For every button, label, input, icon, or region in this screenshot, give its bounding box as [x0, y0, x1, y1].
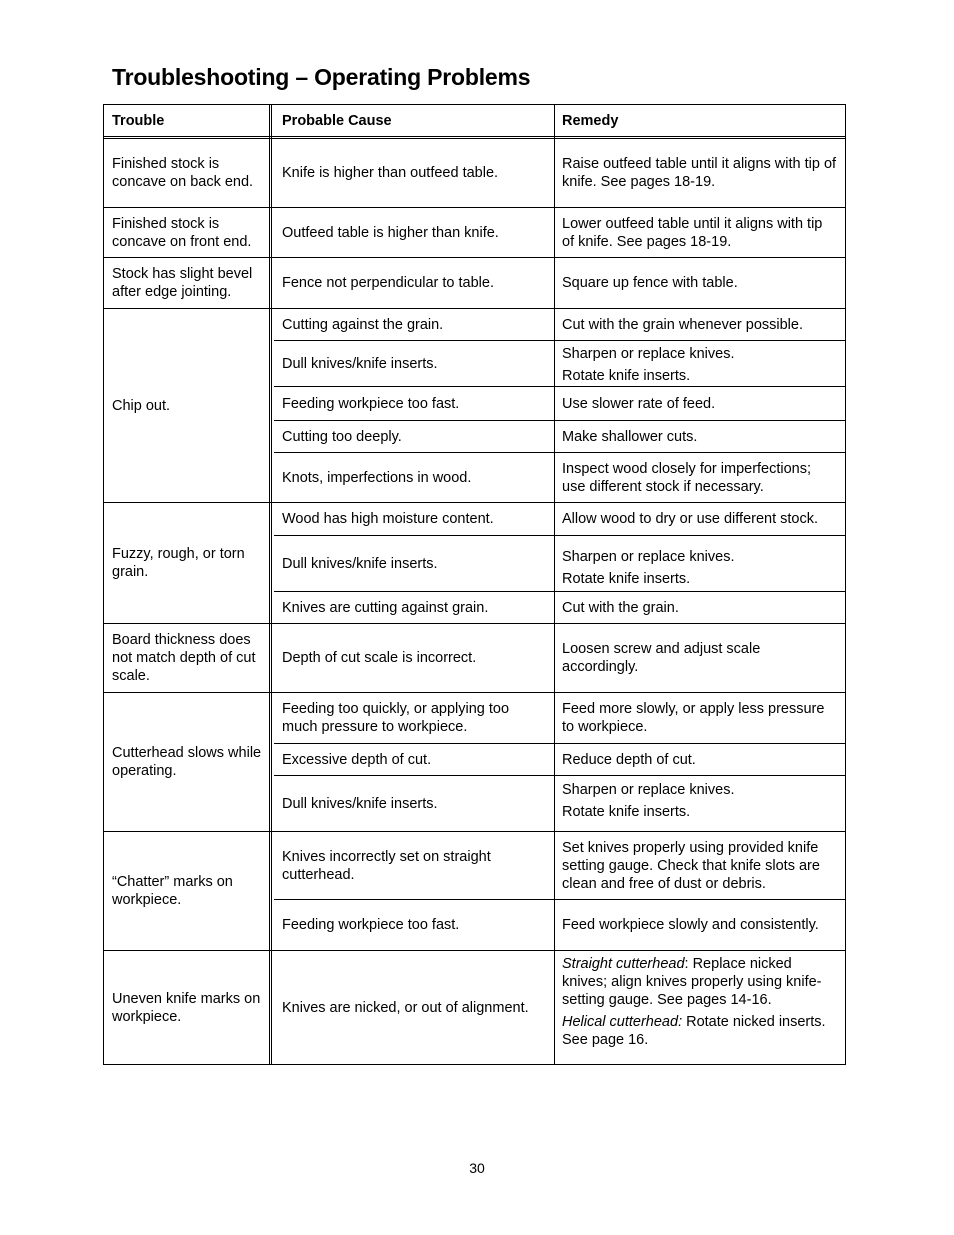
cause-cell: Feeding too quickly, or applying too much pressure to workpiece. — [282, 701, 510, 735]
remedy-paragraph-helical — [562, 1013, 837, 1049]
remedy-line: Sharpen or replace knives. — [562, 782, 735, 798]
trouble-cell: “Chatter” marks on workpiece. — [112, 874, 233, 908]
trouble-cell: Fuzzy, rough, or torn grain. — [112, 546, 245, 580]
cause-cell: Knives are cutting against grain. — [282, 599, 489, 616]
remedy-cell: Raise outfeed table until it aligns with tip of knife. See pages 18-19. — [562, 156, 837, 190]
trouble-cell: Uneven knife marks on workpiece. — [112, 990, 261, 1025]
remedy-cell: Loosen screw and adjust scale accordingly. — [562, 641, 761, 675]
cause-cell: Depth of cut scale is incorrect. — [282, 650, 477, 666]
remedy-cell — [554, 951, 845, 1064]
cause-cell: Dull knives/knife inserts. — [282, 795, 438, 812]
remedy-cell: Inspect wood closely for imperfections; use different stock if necessary. — [562, 460, 812, 495]
trouble-cell: Cutterhead slows while operating. — [112, 745, 262, 779]
trouble-cell: Finished stock is concave on front end. — [112, 215, 252, 250]
remedy-cell: Square up fence with table. — [562, 275, 738, 291]
cause-cell: Dull knives/knife inserts. — [282, 355, 438, 372]
cause-cell: Feeding workpiece too fast. — [282, 395, 460, 412]
remedy-cell: Feed workpiece slowly and consistently. — [562, 917, 819, 933]
remedy-cell: Cut with the grain. — [562, 599, 679, 616]
remedy-cell — [554, 341, 845, 386]
header-probable-cause: Probable Cause — [282, 112, 392, 129]
cause-cell: Knots, imperfections in wood. — [282, 469, 472, 486]
remedy-line: Sharpen or replace knives. — [562, 346, 735, 362]
cause-cell: Dull knives/knife inserts. — [282, 555, 438, 572]
remedy-line: Rotate knife inserts. — [562, 368, 691, 384]
header-remedy: Remedy — [562, 112, 619, 129]
remedy-label-helical: Helical cutterhead: — [562, 1014, 683, 1030]
remedy-cell: Feed more slowly, or apply less pressure to workpiece. — [562, 701, 825, 735]
remedy-paragraph-straight — [562, 955, 837, 1009]
troubleshooting-table — [103, 104, 846, 1065]
remedy-cell — [554, 776, 845, 831]
header-trouble: Trouble — [112, 112, 165, 129]
remedy-line: Rotate knife inserts. — [562, 804, 691, 820]
cause-cell: Knife is higher than outfeed table. — [282, 165, 499, 181]
cause-cell: Knives are nicked, or out of alignment. — [282, 999, 529, 1016]
trouble-cell: Finished stock is concave on back end. — [112, 156, 254, 190]
remedy-cell: Allow wood to dry or use different stock. — [562, 511, 819, 527]
cause-cell: Wood has high moisture content. — [282, 511, 494, 527]
remedy-cell: Cut with the grain whenever possible. — [562, 316, 803, 333]
cause-cell: Feeding workpiece too fast. — [282, 917, 460, 933]
remedy-line: Sharpen or replace knives. — [562, 549, 735, 565]
remedy-cell: Use slower rate of feed. — [562, 395, 716, 412]
page-number: 30 — [469, 1160, 485, 1176]
cause-cell: Cutting too deeply. — [282, 428, 402, 445]
remedy-label-straight: Straight cutterhead — [562, 956, 685, 972]
remedy-cell: Reduce depth of cut. — [562, 751, 696, 768]
page-title: Troubleshooting – Operating Problems — [112, 64, 531, 90]
cause-cell: Knives incorrectly set on straight cutterhead. — [282, 848, 491, 883]
trouble-cell: Board thickness does not match depth of cut scale. — [112, 632, 256, 684]
cause-cell: Outfeed table is higher than knife. — [282, 224, 499, 241]
remedy-cell — [554, 536, 845, 591]
trouble-cell: Stock has slight bevel after edge jointing. — [112, 266, 253, 300]
cause-cell: Fence not perpendicular to table. — [282, 275, 494, 291]
remedy-text-helical: Rotate nicked inserts. See page 16. — [562, 1014, 826, 1048]
remedy-cell: Make shallower cuts. — [562, 428, 698, 445]
remedy-cell: Lower outfeed table until it aligns with tip of knife. See pages 18-19. — [562, 215, 823, 250]
remedy-line: Rotate knife inserts. — [562, 571, 691, 587]
cause-cell: Cutting against the grain. — [282, 316, 444, 333]
remedy-text-straight: : Replace nicked knives; align knives properly using knife-setting gauge. See pages 14-16. — [562, 956, 822, 1008]
remedy-cell: Set knives properly using provided knife setting gauge. Check that knife slots are clean and free of dust or debris. — [562, 839, 820, 892]
cause-cell: Excessive depth of cut. — [282, 751, 432, 768]
trouble-cell: Chip out. — [112, 397, 171, 414]
